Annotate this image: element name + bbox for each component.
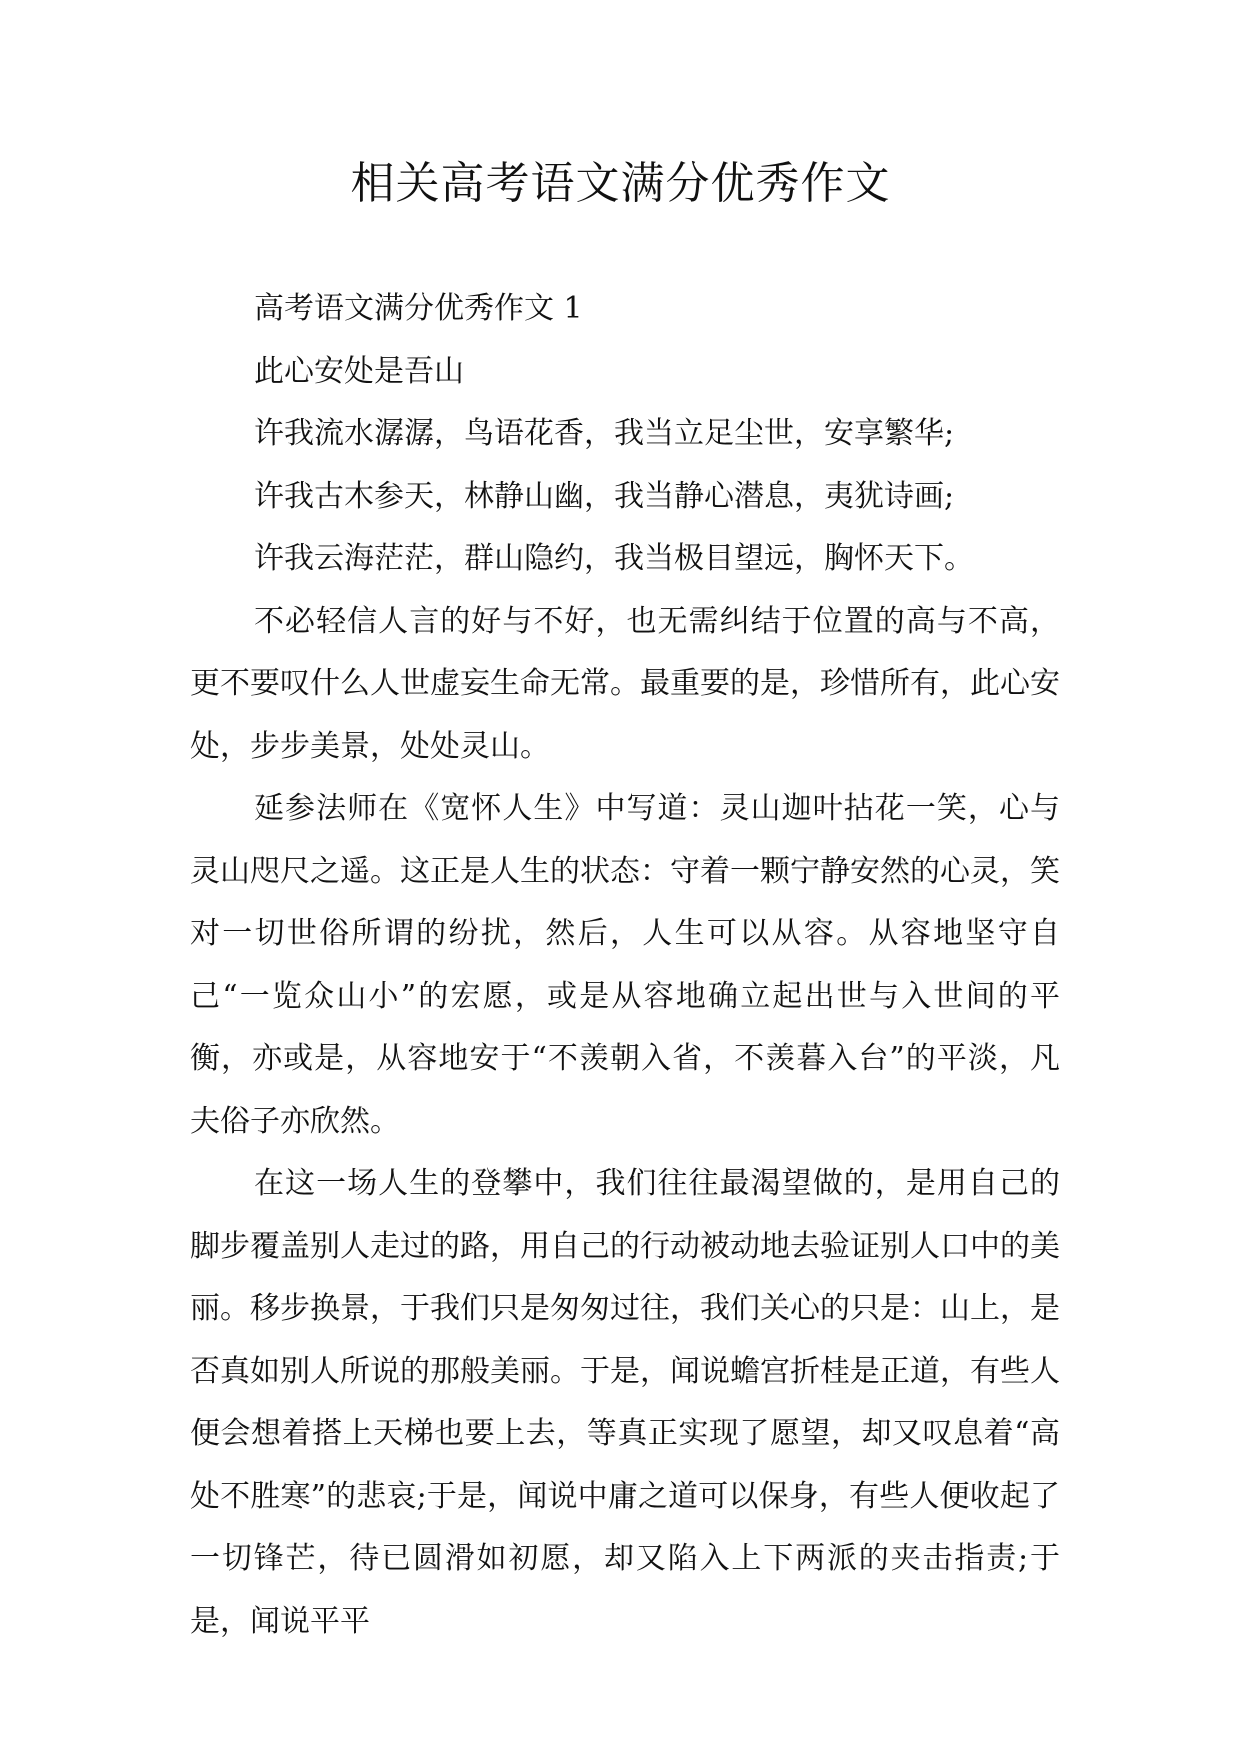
document-body — [190, 278, 1060, 1653]
paragraph: 在这一场人生的登攀中，我们往往最渴望做的，是用自己的脚步覆盖别人走过的路，用自己的行动被动地去验证别人口中的美丽。移步换景，于我们只是匆匆过往，我们关心的只是：山上，是否真如别人所说的那般美丽。于是，闻说蟾宫折桂是正道，有些人便会想着搭上天梯也要上去，等真正实现了愿望，却又叹息着“高处不胜寒”的悲哀;于是，闻说中庸之道可以保身，有些人便收起了一切锋芒，待已圆滑如初愿，却又陷入上下两派的夹击指责;于是，闻说平平 — [190, 1166, 1060, 1639]
document-title: 相关高考语文满分优秀作文 — [350, 158, 891, 209]
paragraph: 许我流水潺潺，鸟语花香，我当立足尘世，安享繁华; — [254, 416, 955, 451]
paragraph: 许我云海茫茫，群山隐约，我当极目望远，胸怀天下。 — [254, 541, 974, 576]
paragraph: 许我古木参天，林静山幽，我当静心潜息，夷犹诗画; — [254, 478, 955, 514]
paragraph: 不必轻信人言的好与不好，也无需纠结于位置的高与不高，更不要叹什么人世虚妄生命无常。最重要的是，珍惜所有，此心安处，步步美景，处处灵山。 — [190, 603, 1060, 764]
essay-title: 此心安处是吾山 — [254, 353, 464, 389]
paragraph: 延参法师在《宽怀人生》中写道：灵山迦叶拈花一笑，心与灵山咫尺之遥。这正是人生的状态：守着一颗宁静安然的心灵，笑对一切世俗所谓的纷扰，然后，人生可以从容。从容地坚守自己“一览众山小”的宏愿，或是从容地确立起出世与入世间的平衡，亦或是，从容地安于“不羡朝入省，不羡暮入台”的平淡，凡夫俗子亦欣然。 — [190, 791, 1060, 1139]
essay-heading: 高考语文满分优秀作文 1 — [254, 291, 583, 326]
